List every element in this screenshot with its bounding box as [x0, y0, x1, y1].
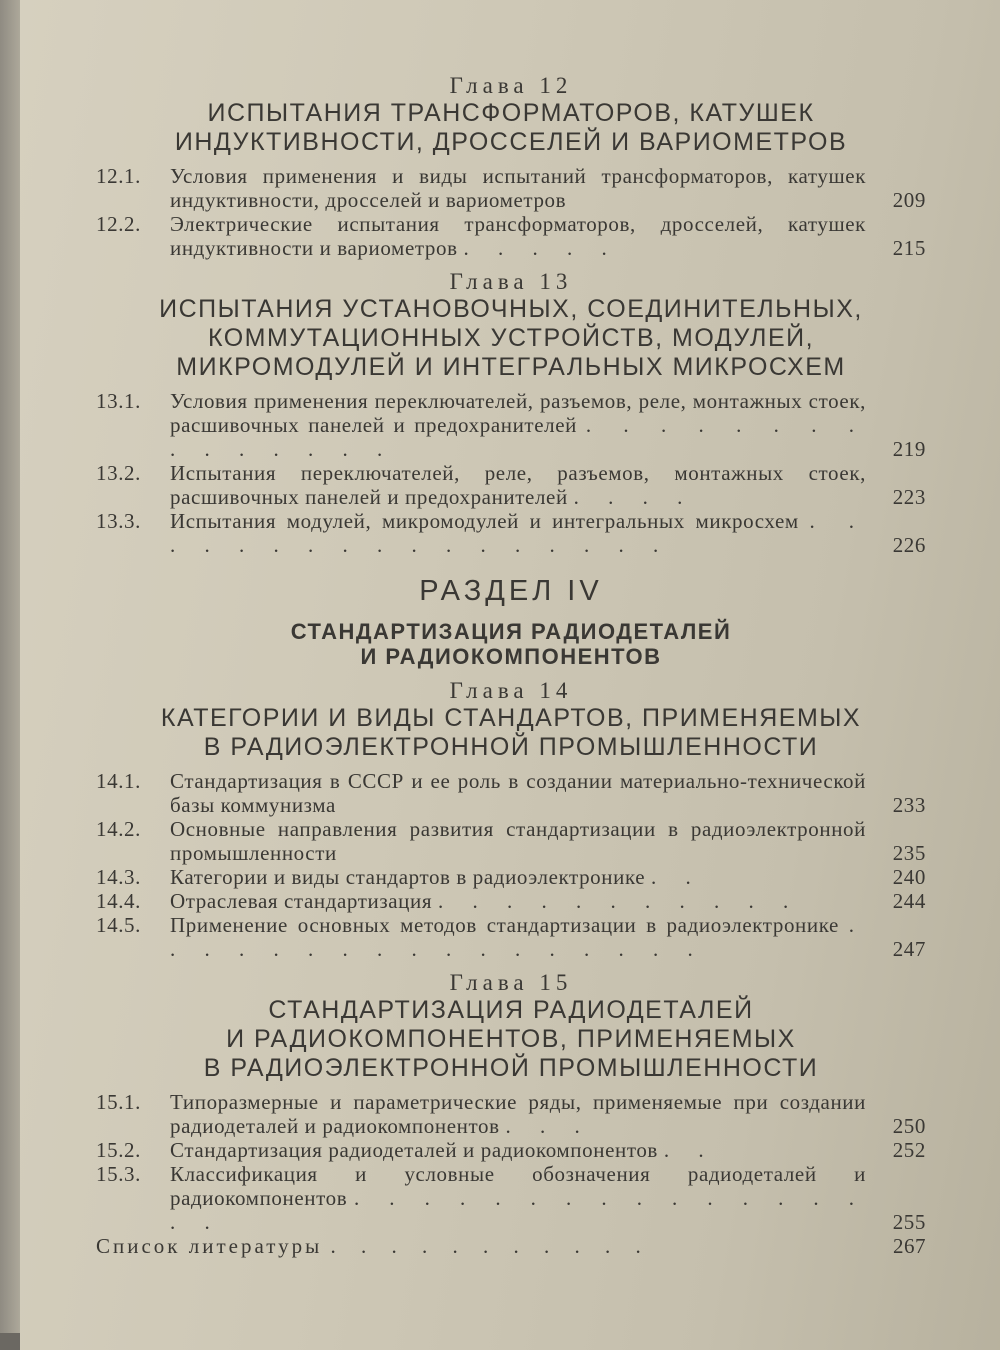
toc-entry	[96, 1162, 926, 1234]
entry-text: Условия применения и виды испытаний трансформаторов, катушек индуктивности, дросселей и вариометров	[170, 164, 866, 212]
chapter-title-line: КОММУТАЦИОННЫХ УСТРОЙСТВ, МОДУЛЕЙ,	[207, 324, 815, 352]
chapter-label: Глава 15	[449, 970, 573, 995]
leader-dots: . .	[663, 1138, 716, 1162]
entry-number: 13.3.	[96, 509, 141, 533]
table-of-contents	[96, 72, 926, 1258]
chapter-title-line: ИСПЫТАНИЯ УСТАНОВОЧНЫХ, СОЕДИНИТЕЛЬНЫХ,	[159, 295, 863, 323]
toc-entry	[96, 461, 926, 509]
entry-text: Классификация и условные обозначения радиодеталей и радиокомпонентов	[170, 1162, 866, 1210]
toc-entry	[96, 389, 926, 461]
toc-entry	[96, 817, 926, 865]
page-number: 219	[892, 437, 926, 461]
page-number: 252	[892, 1138, 926, 1162]
section-title: РАЗДЕЛ IV	[419, 575, 603, 607]
entry-text: Стандартизация радиодеталей и радиокомпонентов	[170, 1138, 658, 1162]
page-number: 267	[893, 1234, 926, 1258]
entry-text: Стандартизация в СССР и ее роль в создании материально-технической базы коммунизма	[170, 769, 866, 817]
chapter-title-line: СТАНДАРТИЗАЦИЯ РАДИОДЕТАЛЕЙ	[268, 996, 754, 1024]
chapter-label: Глава 14	[449, 678, 573, 703]
book-page	[20, 0, 1000, 1350]
leader-dots: . . . . . . . . . . .	[437, 889, 801, 913]
chapter-title-line: И РАДИОКОМПОНЕНТОВ, ПРИМЕНЯЕМЫХ	[226, 1025, 796, 1053]
leader-dots: . . . . .	[463, 236, 619, 260]
toc-entry	[96, 212, 926, 260]
chapter	[96, 677, 926, 961]
entry-text: Основные направления развития стандартизации в радиоэлектронной промышленности	[170, 817, 866, 865]
toc-entry	[96, 1090, 926, 1138]
chapter	[96, 72, 926, 260]
leader-dots: . . . . . . . . . . . . . . . . .	[170, 509, 866, 557]
chapter-title-line: ИСПЫТАНИЯ ТРАНСФОРМАТОРОВ, КАТУШЕК	[207, 99, 815, 127]
entry-number: 14.2.	[96, 817, 141, 841]
toc-entry	[96, 164, 926, 212]
entry-text: Категории и виды стандартов в радиоэлектронике	[170, 865, 646, 889]
page-number: 223	[892, 485, 926, 509]
entry-text: Электрические испытания трансформаторов, дросселей, катушек индуктивности и вариометров	[170, 212, 866, 260]
leader-dots: . . . . . . . . . . . . . . .	[170, 413, 866, 461]
entry-number: 12.2.	[96, 212, 141, 236]
entry-text: Испытания переключателей, реле, разъемов, монтажных стоек, расшивочных панелей и предохранителей	[170, 461, 866, 509]
toc-entry	[96, 1138, 926, 1162]
page-number: 226	[892, 533, 926, 557]
literature-text: Список литературы	[96, 1234, 323, 1258]
page-number: 240	[892, 865, 926, 889]
entry-text: Отраслевая стандартизация	[170, 889, 433, 913]
chapter-title-line: КАТЕГОРИИ И ВИДЫ СТАНДАРТОВ, ПРИМЕНЯЕМЫХ	[160, 704, 862, 732]
entry-number: 14.3.	[96, 865, 141, 889]
toc-entry	[96, 865, 926, 889]
toc-entry	[96, 913, 926, 961]
entry-number: 13.1.	[96, 389, 141, 413]
toc-entry	[96, 769, 926, 817]
entry-number: 14.5.	[96, 913, 141, 937]
leader-dots: . . . .	[573, 485, 695, 509]
chapter-title-line: В РАДИОЭЛЕКТРОННОЙ ПРОМЫШЛЕННОСТИ	[203, 1054, 819, 1082]
page-number: 247	[892, 937, 926, 961]
chapter	[96, 268, 926, 557]
chapters-group-b	[96, 677, 926, 1234]
toc-entry	[96, 509, 926, 557]
section-subtitle-line: И РАДИОКОМПОНЕНТОВ	[360, 644, 662, 669]
entry-text: Применение основных методов стандартизации в радиоэлектронике	[170, 913, 839, 937]
page-number: 233	[892, 793, 926, 817]
chapter-title-line: В РАДИОЭЛЕКТРОННОЙ ПРОМЫШЛЕННОСТИ	[203, 733, 819, 761]
entry-number: 15.1.	[96, 1090, 141, 1114]
section-heading	[96, 575, 926, 644]
chapter-title-line: ИНДУКТИВНОСТИ, ДРОССЕЛЕЙ И ВАРИОМЕТРОВ	[174, 128, 848, 156]
entry-text: Типоразмерные и параметрические ряды, применяемые при создании радиодеталей и радиокомпонентов	[170, 1090, 866, 1138]
leader-dots: . . .	[505, 1114, 592, 1138]
page-number: 215	[892, 236, 926, 260]
toc-entry	[96, 889, 926, 913]
leader-dots: . . . . . . . . . . .	[330, 1234, 651, 1258]
page-number: 244	[892, 889, 926, 913]
entry-number: 15.2.	[96, 1138, 141, 1162]
entry-text: Испытания модулей, микромодулей и интегральных микросхем	[170, 509, 799, 533]
chapter-label: Глава 13	[449, 269, 573, 294]
chapter-label: Глава 12	[449, 73, 573, 98]
entry-number: 13.2.	[96, 461, 141, 485]
leader-dots: . . . . . . . . . . . . . . . . .	[170, 1186, 866, 1234]
page-number: 235	[892, 841, 926, 865]
literature-entry	[96, 1234, 926, 1258]
entry-number: 15.3.	[96, 1162, 141, 1186]
entry-number: 14.1.	[96, 769, 141, 793]
page-number: 250	[892, 1114, 926, 1138]
entry-number: 14.4.	[96, 889, 141, 913]
chapter	[96, 969, 926, 1234]
page-number: 209	[892, 188, 926, 212]
chapter-title-line: МИКРОМОДУЛЕЙ И ИНТЕГРАЛЬНЫХ МИКРОСХЕМ	[176, 353, 846, 381]
entry-number: 12.1.	[96, 164, 141, 188]
page-number: 255	[892, 1210, 926, 1234]
section-subtitle-line: СТАНДАРТИЗАЦИЯ РАДИОДЕТАЛЕЙ	[290, 619, 732, 644]
entry-text: Условия применения переключателей, разъемов, реле, монтажных стоек, расшивочных панелей и предохранителей	[170, 389, 866, 437]
leader-dots: . .	[651, 865, 703, 889]
chapters-group-a	[96, 72, 926, 557]
leader-dots: . . . . . . . . . . . . . . . . .	[170, 913, 866, 961]
